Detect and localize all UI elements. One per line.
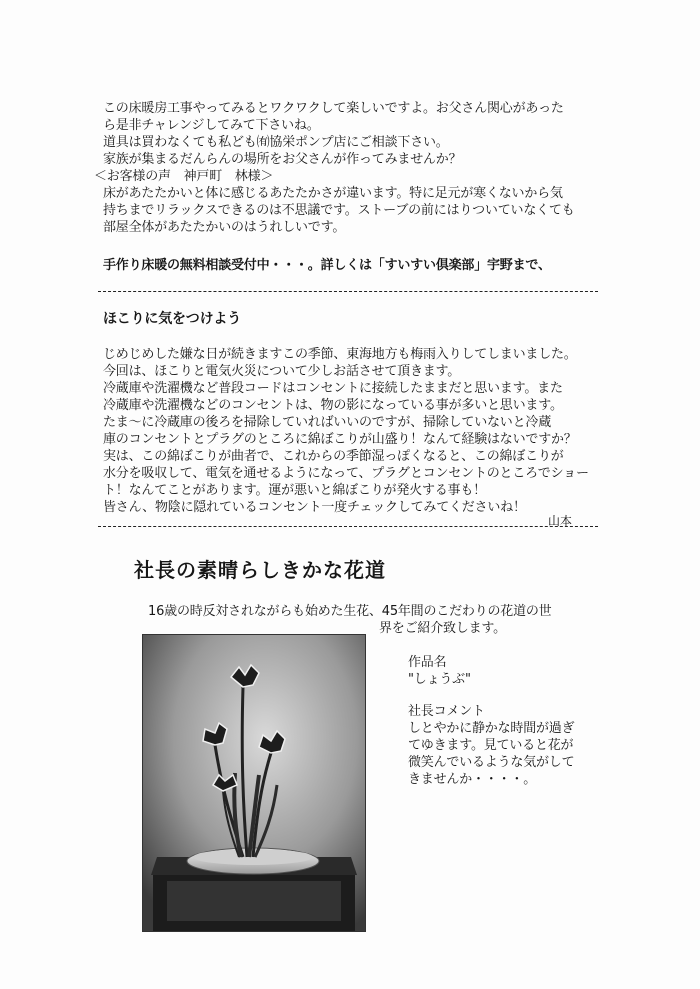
iris-arrangement-image <box>143 635 365 931</box>
dust-line-4: 冷蔵庫や洗濯機などのコンセントは、物の影になっている事が多いと思います。 <box>103 398 563 413</box>
intro-line-1: この床暖房工事やってみるとワクワクして楽しいですよ。お父さん関心があった <box>103 101 564 116</box>
ikebana-photo <box>142 634 366 932</box>
dust-line-6: 庫のコンセントとプラグのところに綿ぼこりが山盛り！なんて経験はないですか？ <box>103 432 577 447</box>
president-comment-label: 社長コメント <box>408 704 485 719</box>
author-signature: 山本 <box>548 514 573 528</box>
ikebana-heading: 社長の素晴らしきかな花道 <box>134 558 386 582</box>
dust-line-5: たま～に冷蔵庫の後ろを掃除していればいいのですが、掃除していないと冷蔵 <box>103 415 552 430</box>
work-title-label: 作品名 <box>408 655 447 670</box>
dust-line-3: 冷蔵庫や洗濯機など普段コードはコンセントに接続したままだと思います。また <box>103 381 563 396</box>
president-comment-line-1: しとやかに静かな時間が過ぎ <box>408 721 575 736</box>
section-divider-bottom <box>98 526 598 527</box>
dust-line-7: 実は、この綿ぼこりが曲者で、これからの季節湿っぽくなると、この綿ぼこりが <box>103 449 564 464</box>
free-consultation-notice: 手作り床暖の無料相談受付中・・・。詳しくは「すいすい倶楽部」宇野まで、 <box>103 258 551 273</box>
president-comment-line-2: てゆきます。見ていると花が <box>408 738 574 753</box>
dust-line-8: 水分を吸収して、電気を通せるようになって、プラグとコンセントのところでショー <box>103 466 589 481</box>
section-divider <box>98 291 598 292</box>
president-comment-line-3: 微笑んでいるような気がして <box>408 755 575 770</box>
ikebana-intro-line-2: 界をご紹介致します。 <box>379 621 506 636</box>
work-title-value: "しょうぶ" <box>408 672 471 687</box>
customer-voice-line-3: 部屋全体があたたかいのはうれしいです。 <box>103 220 346 235</box>
customer-voice-line-2: 持ちまでリラックスできるのは不思議です。ストーブの前にはりついていなくても <box>103 203 575 218</box>
customer-voice-line-1: 床があたたかいと体に感じるあたたかさが違います。特に足元が寒くないから気 <box>103 186 563 201</box>
ikebana-intro-line-1: 16歳の時反対されながらも始めた生花、45年間のこだわりの花道の世 <box>148 604 552 619</box>
dust-line-1: じめじめした嫌な日が続きますこの季節、東海地方も梅雨入りしてしまいました。 <box>103 347 577 362</box>
dust-line-10: 皆さん、物陰に隠れているコンセント一度チェックしてみてくださいね！ <box>103 500 526 515</box>
customer-voice-heading: ＜お客様の声 神戸町 林様＞ <box>94 169 274 184</box>
intro-line-4: 家族が集まるだんらんの場所をお父さんが作ってみませんか？ <box>103 152 462 167</box>
dust-line-2: 今回は、ほこりと電気火災について少しお話させて頂きます。 <box>103 364 461 379</box>
dust-section-title: ほこりに気をつけよう <box>103 311 241 327</box>
intro-line-3: 道具は買わなくても私ども㈲協栄ポンプ店にご相談下さい。 <box>103 135 449 150</box>
dust-line-9: ト！なんてことがあります。運が悪いと綿ぼこりが発火する事も！ <box>103 483 486 498</box>
president-comment-line-4: きませんか・・・・。 <box>408 772 537 787</box>
intro-line-2: ら是非チャレンジしてみて下さいね。 <box>103 118 320 133</box>
